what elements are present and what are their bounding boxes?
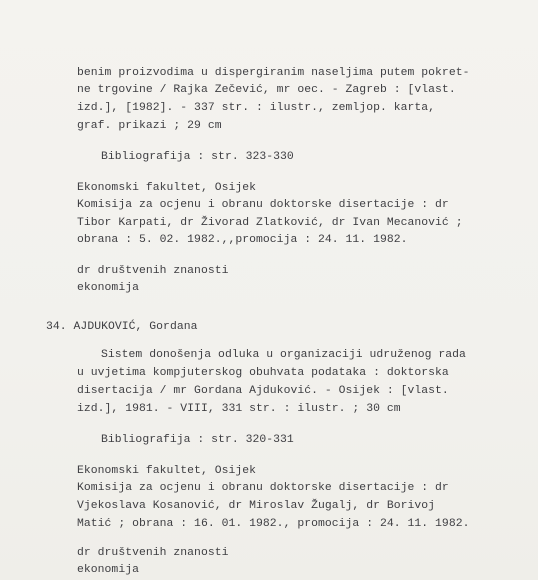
entry-prev-title-line-2: ne trgovine / Rajka Zečević, mr oec. - Zagreb : [vlast. — [77, 84, 456, 96]
entry-34-institution: Ekonomski fakultet, Osijek — [77, 465, 257, 477]
entry-34-commission-line-1: Komisija za ocjenu i obranu doktorske disertacije : dr — [77, 482, 449, 494]
entry-34-title-line-3: disertacija / mr Gordana Ajduković. - Osijek : [vlast. — [77, 385, 449, 397]
entry-prev-title-line-3: izd.], [1982]. - 337 str. : ilustr., zemljop. karta, — [77, 102, 436, 114]
entry-34-degree: dr društvenih znanosti — [77, 547, 229, 559]
entry-34-commission-line-2: Vjekoslava Kosanović, dr Miroslav Žugalj, dr Borivoj — [77, 500, 436, 512]
entry-34-title-line-2: u uvjetima kompjuterskog obuhvata podataka : doktorska — [77, 367, 449, 379]
entry-prev-commission-line-3: obrana : 5. 02. 1982.,,promocija : 24. 11. 1982. — [77, 234, 408, 246]
entry-prev-bibliography: Bibliografija : str. 323-330 — [101, 151, 294, 163]
entry-prev-title-line-4: graf. prikazi ; 29 cm — [77, 120, 222, 132]
entry-34-title-line-4: izd.], 1981. - VIII, 331 str. : ilustr. ; 30 cm — [77, 403, 401, 415]
entry-prev-field: ekonomija — [77, 282, 139, 294]
entry-34-title-line-1: Sistem donošenja odluka u organizaciji udruženog rada — [101, 349, 466, 361]
entry-prev-institution: Ekonomski fakultet, Osijek — [77, 182, 257, 194]
entry-34-bibliography: Bibliografija : str. 320-331 — [101, 434, 294, 446]
entry-prev-degree: dr društvenih znanosti — [77, 265, 229, 277]
entry-prev-commission-line-1: Komisija za ocjenu i obranu doktorske disertacije : dr — [77, 199, 449, 211]
entry-34-commission-line-3: Matić ; obrana : 16. 01. 1982., promocija : 24. 11. 1982. — [77, 518, 470, 530]
entry-34-heading: 34. AJDUKOVIĆ, Gordana — [46, 321, 198, 333]
entry-prev-title-line-1: benim proizvodima u dispergiranim naseljima putem pokret- — [77, 67, 470, 79]
entry-prev-commission-line-2: Tibor Karpati, dr Živorad Zlatković, dr Ivan Mecanović ; — [77, 217, 463, 229]
entry-34-field: ekonomija — [77, 564, 139, 576]
